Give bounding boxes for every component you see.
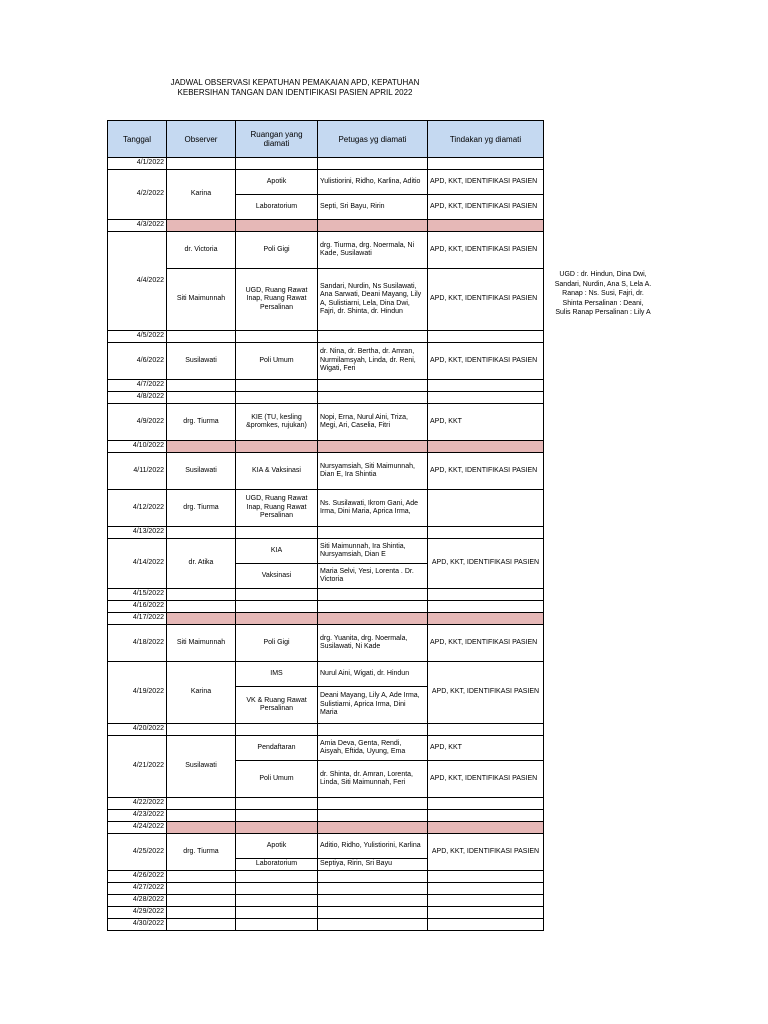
date-cell: 4/25/2022 — [108, 834, 167, 871]
header-tindakan: Tindakan yg diamati — [428, 121, 544, 158]
side-note-line: Shinta Persalinan : Deani, — [562, 299, 644, 307]
staff-cell: Nursyamsiah, Siti Maimunnah, Dian E, Ira Shintia — [318, 453, 428, 490]
title-line-1: JADWAL OBSERVASI KEPATUHAN PEMAKAIAN APD, KEPATUHAN — [170, 78, 420, 87]
staff-cell: Septi, Sri Bayu, Ririn — [318, 195, 428, 220]
staff-cell: Ns. Susilawati, Ikrom Gani, Ade Irma, Dini Maria, Aprica Irma, — [318, 490, 428, 527]
action-cell: APD, KKT, IDENTIFIKASI PASIEN — [428, 269, 544, 331]
table-header-row — [108, 121, 544, 158]
action-cell — [428, 490, 544, 527]
staff-cell: Aditio, Ridho, Yulistiorini, Karlina — [318, 834, 428, 859]
action-cell: APD, KKT, IDENTIFIKASI PASIEN — [428, 453, 544, 490]
table-row — [108, 662, 544, 687]
side-note — [543, 270, 663, 318]
table-row — [108, 343, 544, 380]
table-row — [108, 601, 544, 613]
table-row — [108, 539, 544, 564]
observer-cell: Susilawati — [167, 736, 236, 798]
action-cell: APD, KKT, IDENTIFIKASI PASIEN — [428, 662, 544, 724]
table-row — [108, 404, 544, 441]
date-cell: 4/18/2022 — [108, 625, 167, 662]
date-cell: 4/20/2022 — [108, 724, 167, 736]
action-cell: APD, KKT, IDENTIFIKASI PASIEN — [428, 539, 544, 589]
observer-cell: Siti Maimunnah — [167, 625, 236, 662]
date-cell: 4/27/2022 — [108, 883, 167, 895]
table-row — [108, 589, 544, 601]
table-row — [108, 453, 544, 490]
action-cell: APD, KKT — [428, 736, 544, 761]
date-cell: 4/16/2022 — [108, 601, 167, 613]
date-cell: 4/4/2022 — [108, 232, 167, 331]
date-cell: 4/23/2022 — [108, 810, 167, 822]
date-cell: 4/11/2022 — [108, 453, 167, 490]
room-cell: Poli Gigi — [236, 625, 318, 662]
room-cell: Poli Umum — [236, 343, 318, 380]
side-note-line: Sulis Ranap Persalinan : Lily A — [555, 309, 651, 316]
room-cell: Pendaftaran — [236, 736, 318, 761]
table-row — [108, 527, 544, 539]
table-row — [108, 724, 544, 736]
date-cell: 4/12/2022 — [108, 490, 167, 527]
date-cell: 4/7/2022 — [108, 380, 167, 392]
date-cell: 4/19/2022 — [108, 662, 167, 724]
room-cell: Apotik — [236, 834, 318, 859]
room-cell: Apotik — [236, 170, 318, 195]
table-row — [108, 919, 544, 931]
observer-cell: drg. Tiurma — [167, 404, 236, 441]
date-cell: 4/8/2022 — [108, 392, 167, 404]
room-cell: Vaksinasi — [236, 564, 318, 589]
staff-cell: Amia Deva, Genta, Rendi, Aisyah, Eftida, Uyung, Ema — [318, 736, 428, 761]
table-row — [108, 625, 544, 662]
table-row — [108, 895, 544, 907]
staff-cell: Yulistiorini, Ridho, Karlina, Aditio — [318, 170, 428, 195]
document-title — [150, 78, 440, 98]
table-row — [108, 269, 544, 331]
date-cell: 4/28/2022 — [108, 895, 167, 907]
table-row — [108, 170, 544, 195]
action-cell: APD, KKT — [428, 404, 544, 441]
date-cell: 4/2/2022 — [108, 170, 167, 220]
date-cell: 4/13/2022 — [108, 527, 167, 539]
observer-cell: dr. Atika — [167, 539, 236, 589]
table-row-holiday — [108, 613, 544, 625]
date-cell: 4/29/2022 — [108, 907, 167, 919]
staff-cell: Siti Maimunnah, Ira Shintia, Nursyamsiah, Dian E — [318, 539, 428, 564]
room-cell: UGD, Ruang Rawat Inap, Ruang Rawat Persalinan — [236, 490, 318, 527]
staff-cell: Nopi, Erna, Nurul Aini, Triza, Megi, Ari, Caselia, Fitri — [318, 404, 428, 441]
date-cell: 4/6/2022 — [108, 343, 167, 380]
observer-cell: Karina — [167, 170, 236, 220]
observer-cell: Karina — [167, 662, 236, 724]
date-cell: 4/14/2022 — [108, 539, 167, 589]
action-cell: APD, KKT, IDENTIFIKASI PASIEN — [428, 834, 544, 871]
table-row — [108, 810, 544, 822]
staff-cell: Nurul Aini, Wigati, dr. Hindun — [318, 662, 428, 687]
header-ruangan: Ruangan yang diamati — [236, 121, 318, 158]
date-cell: 4/1/2022 — [108, 158, 167, 170]
table-row — [108, 834, 544, 859]
room-cell: Laboratorium — [236, 195, 318, 220]
table-row — [108, 883, 544, 895]
staff-cell: Sandari, Nurdin, Ns Susilawati, Ana Sarwati, Deani Mayang, Lily A, Sulistiarni, Lela, Dina Dwi, Fajri, dr. Shinta, dr. Hindun — [318, 269, 428, 331]
observer-cell: Siti Maimunnah — [167, 269, 236, 331]
staff-cell: drg. Tiurma, drg. Noermala, Ni Kade, Susilawati — [318, 232, 428, 269]
table-row — [108, 380, 544, 392]
side-note-line: Sandari, Nurdin, Ana S, Lela A. — [554, 280, 652, 288]
staff-cell: Septiya, Ririn, Sri Bayu — [318, 859, 428, 871]
observer-cell: drg. Tiurma — [167, 490, 236, 527]
observer-cell: Susilawati — [167, 343, 236, 380]
observer-cell: Susilawati — [167, 453, 236, 490]
table-row-holiday — [108, 220, 544, 232]
header-observer: Observer — [167, 121, 236, 158]
staff-cell: drg. Yuanita, drg. Noermala, Susilawati, Ni Kade — [318, 625, 428, 662]
table-row — [108, 158, 544, 170]
date-cell: 4/17/2022 — [108, 613, 167, 625]
date-cell: 4/26/2022 — [108, 871, 167, 883]
staff-cell: Maria Selvi, Yesi, Lorenta . Dr. Victoria — [318, 564, 428, 589]
header-petugas: Petugas yg diamati — [318, 121, 428, 158]
table-row — [108, 490, 544, 527]
date-cell: 4/9/2022 — [108, 404, 167, 441]
action-cell: APD, KKT, IDENTIFIKASI PASIEN — [428, 195, 544, 220]
table-row — [108, 392, 544, 404]
action-cell: APD, KKT, IDENTIFIKASI PASIEN — [428, 232, 544, 269]
action-cell: APD, KKT, IDENTIFIKASI PASIEN — [428, 170, 544, 195]
room-cell: KIA & Vaksinasi — [236, 453, 318, 490]
date-cell: 4/24/2022 — [108, 822, 167, 834]
room-cell: KIA — [236, 539, 318, 564]
date-cell: 4/21/2022 — [108, 736, 167, 798]
table-row-holiday — [108, 822, 544, 834]
staff-cell: dr. Shinta, dr. Amran, Lorenta, Linda, Siti Maimunnah, Feri — [318, 761, 428, 798]
date-cell: 4/5/2022 — [108, 331, 167, 343]
date-cell: 4/3/2022 — [108, 220, 167, 232]
table-row — [108, 736, 544, 761]
title-line-2: KEBERSIHAN TANGAN DAN IDENTIFIKASI PASIEN APRIL 2022 — [177, 88, 413, 97]
room-cell: VK & Ruang Rawat Persalinan — [236, 687, 318, 724]
table-row-holiday — [108, 441, 544, 453]
room-cell: Poli Gigi — [236, 232, 318, 269]
room-cell: IMS — [236, 662, 318, 687]
table-row — [108, 871, 544, 883]
observer-cell: drg. Tiurma — [167, 834, 236, 871]
room-cell: UGD, Ruang Rawat Inap, Ruang Rawat Persalinan — [236, 269, 318, 331]
date-cell: 4/22/2022 — [108, 798, 167, 810]
action-cell: APD, KKT, IDENTIFIKASI PASIEN — [428, 625, 544, 662]
table-row — [108, 798, 544, 810]
side-note-line: Ranap : Ns. Susi, Fajri, dr. — [562, 290, 644, 297]
action-cell: APD, KKT, IDENTIFIKASI PASIEN — [428, 761, 544, 798]
header-tanggal: Tanggal — [108, 121, 167, 158]
action-cell: APD, KKT, IDENTIFIKASI PASIEN — [428, 343, 544, 380]
schedule-table — [107, 120, 544, 931]
table-row — [108, 232, 544, 269]
staff-cell: dr. Nina, dr. Bertha, dr. Amran, Nurmilamsyah, Linda, dr. Reni, Wigati, Feri — [318, 343, 428, 380]
room-cell: Laboratorium — [236, 859, 318, 871]
table-row — [108, 907, 544, 919]
table-row — [108, 331, 544, 343]
date-cell: 4/30/2022 — [108, 919, 167, 931]
room-cell: KIE (TU, kesling &promkes, rujukan) — [236, 404, 318, 441]
observer-cell: dr. Victoria — [167, 232, 236, 269]
side-note-line: UGD : dr. Hindun, Dina Dwi, — [559, 271, 647, 278]
date-cell: 4/10/2022 — [108, 441, 167, 453]
room-cell: Poli Umum — [236, 761, 318, 798]
date-cell: 4/15/2022 — [108, 589, 167, 601]
staff-cell: Deani Mayang, Lily A, Ade Irma, Sulistiarni, Aprica Irma, Dini Maria — [318, 687, 428, 724]
